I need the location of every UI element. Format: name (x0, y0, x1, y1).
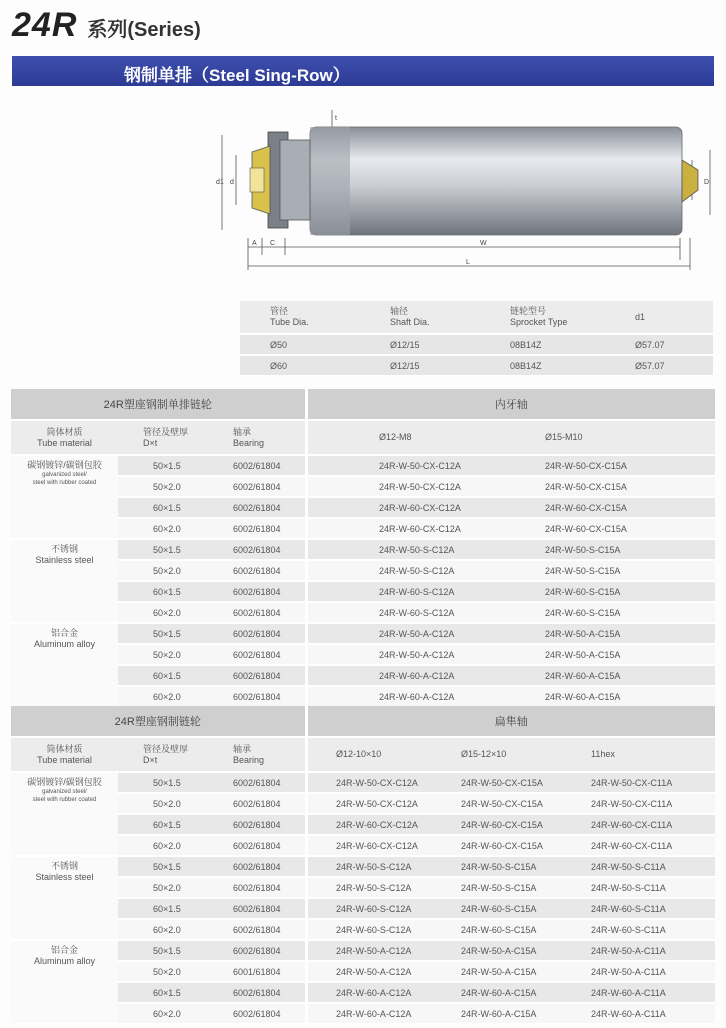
part-code-cell: 24R-W-60-S-C12A (336, 919, 461, 940)
spec-cell: Ø60 (240, 355, 360, 376)
section2-right-title: 扁隼轴 (306, 706, 715, 737)
spec-header-sprocket: 链轮型号 Sprocket Type (480, 301, 605, 334)
material-cn: 碳钢镀锌/碳钢包胶 (27, 460, 102, 470)
spacer-cell (306, 982, 336, 1003)
banner-label: 钢制单排（Steel Sing-Row） (124, 66, 350, 85)
spacer-cell (306, 581, 379, 602)
part-code-cell: 24R-W-50-CX-C15A (545, 476, 715, 497)
spec-header-d1: d1 (605, 301, 713, 334)
dxt-cell: 60×1.5 (118, 665, 203, 686)
part-code-cell: 24R-W-60-A-C11A (591, 982, 715, 1003)
part-code-cell: 24R-W-60-A-C15A (461, 1003, 591, 1024)
dxt-cell: 50×2.0 (118, 644, 203, 665)
spacer-cell (306, 856, 336, 877)
spec-cell: Ø50 (240, 334, 360, 355)
dim-d: d (230, 179, 234, 186)
spacer-cell (306, 772, 336, 793)
spacer-cell (306, 455, 379, 476)
bearing-cell: 6002/61804 (203, 602, 306, 623)
bearing-cell: 6002/61804 (203, 877, 306, 898)
bearing-cell: 6002/61804 (203, 686, 306, 707)
spacer-cell (306, 497, 379, 518)
material-cell (11, 455, 118, 539)
part-code-cell: 24R-W-60-A-C12A (336, 982, 461, 1003)
material-cell (11, 940, 118, 1024)
part-code-cell: 24R-W-60-CX-C15A (545, 497, 715, 518)
table-row (11, 623, 715, 644)
part-code-cell: 24R-W-50-S-C12A (379, 560, 545, 581)
part-code-cell: 24R-W-50-A-C12A (336, 940, 461, 961)
dxt-cell: 60×2.0 (118, 1003, 203, 1024)
part-code-cell: 24R-W-50-CX-C15A (461, 772, 591, 793)
spacer-cell (306, 539, 379, 560)
series-label: 系列(Series) (87, 19, 201, 41)
col-material: 筒体材质 Tube material (11, 420, 118, 455)
table-row (11, 772, 715, 793)
part-code-cell: 24R-W-50-CX-C12A (336, 793, 461, 814)
dim-C: C (270, 240, 276, 247)
part-code-cell: 24R-W-60-CX-C15A (461, 835, 591, 856)
roller-drawing (210, 110, 720, 275)
dim-D: D (704, 179, 710, 186)
bearing-cell: 6002/61804 (203, 982, 306, 1003)
part-code-cell: 24R-W-50-A-C15A (461, 961, 591, 982)
bearing-cell: 6002/61804 (203, 919, 306, 940)
spacer-cell (306, 686, 379, 707)
part-code-cell: 24R-W-60-A-C12A (379, 665, 545, 686)
part-code-cell: 24R-W-60-A-C15A (545, 665, 715, 686)
dxt-cell: 60×1.5 (118, 814, 203, 835)
part-code-cell: 24R-W-60-S-C15A (461, 919, 591, 940)
part-code-cell: 24R-W-50-A-C15A (545, 623, 715, 644)
part-code-cell: 24R-W-60-CX-C11A (591, 835, 715, 856)
dim-d1: d1 (216, 179, 224, 186)
dim-W: W (480, 240, 487, 247)
spacer-cell (306, 793, 336, 814)
bearing-cell: 6002/61804 (203, 814, 306, 835)
dxt-cell: 50×2.0 (118, 961, 203, 982)
spacer-cell (306, 898, 336, 919)
material-cn: 碳钢镀锌/碳钢包胶 (27, 777, 102, 787)
part-code-cell: 24R-W-60-CX-C12A (336, 814, 461, 835)
part-code-cell: 24R-W-50-S-C15A (545, 560, 715, 581)
spacer-cell (306, 961, 336, 982)
part-code-cell: 24R-W-50-CX-C11A (591, 772, 715, 793)
spacer-cell (306, 518, 379, 539)
part-code-cell: 24R-W-50-A-C11A (591, 961, 715, 982)
series-code: 24R (12, 6, 78, 44)
dxt-cell: 50×1.5 (118, 940, 203, 961)
part-code-cell: 24R-W-50-A-C15A (461, 940, 591, 961)
part-code-cell: 24R-W-60-A-C12A (379, 686, 545, 707)
spacer-cell (306, 919, 336, 940)
spec-cell: Ø57.07 (605, 334, 713, 355)
material-en: Stainless steel (35, 872, 94, 882)
dxt-cell: 60×1.5 (118, 982, 203, 1003)
part-code-cell: 24R-W-50-S-C15A (461, 877, 591, 898)
material-cell (11, 772, 118, 856)
part-code-cell: 24R-W-60-CX-C11A (591, 814, 715, 835)
material-cell (11, 856, 118, 940)
dxt-cell: 60×1.5 (118, 898, 203, 919)
part-code-cell: 24R-W-50-CX-C15A (461, 793, 591, 814)
bearing-cell: 6002/61804 (203, 497, 306, 518)
spec-cell: 08B14Z (480, 334, 605, 355)
section-internal-thread (11, 389, 715, 708)
dxt-cell: 50×1.5 (118, 856, 203, 877)
spec-row (240, 334, 713, 355)
page-title (12, 6, 201, 46)
material-en: Aluminum alloy (33, 956, 96, 966)
col-material: 筒体材质 Tube material (11, 737, 118, 772)
bearing-cell: 6002/61804 (203, 560, 306, 581)
dxt-cell: 50×1.5 (118, 623, 203, 644)
col-bearing: 轴承 Bearing (203, 420, 306, 455)
spec-cell: Ø12/15 (360, 334, 480, 355)
bearing-cell: 6002/61804 (203, 772, 306, 793)
dim-L: L (466, 259, 470, 266)
dxt-cell: 60×2.0 (118, 686, 203, 707)
part-code-cell: 24R-W-60-S-C12A (379, 581, 545, 602)
col-code-11hex: 11hex (591, 737, 715, 772)
part-code-cell: 24R-W-50-S-C15A (545, 539, 715, 560)
dxt-cell: 60×1.5 (118, 581, 203, 602)
spacer-cell (306, 1003, 336, 1024)
dim-A: A (252, 240, 257, 247)
bearing-cell: 6002/61804 (203, 623, 306, 644)
material-en: Aluminum alloy (33, 639, 96, 649)
part-code-cell: 24R-W-50-CX-C12A (336, 772, 461, 793)
spec-row (240, 355, 713, 376)
material-cn: 不锈钢 (50, 544, 78, 554)
part-code-cell: 24R-W-60-S-C12A (336, 898, 461, 919)
bearing-cell: 6002/61804 (203, 856, 306, 877)
part-code-cell: 24R-W-50-CX-C15A (545, 455, 715, 476)
section1-left-title: 24R塑座钢制单排链轮 (11, 389, 306, 420)
spacer-cell (306, 877, 336, 898)
bearing-cell: 6002/61804 (203, 1003, 306, 1024)
part-code-cell: 24R-W-50-A-C12A (336, 961, 461, 982)
bearing-cell: 6002/61804 (203, 898, 306, 919)
col-code-15: Ø15-M10 (545, 420, 715, 455)
section-banner (12, 56, 714, 86)
part-code-cell: 24R-W-50-A-C12A (379, 644, 545, 665)
col-code-12: Ø12-M8 (379, 420, 545, 455)
bearing-cell: 6002/61804 (203, 835, 306, 856)
material-en: galvanized steel/ steel with rubber coated (32, 472, 97, 486)
part-code-cell: 24R-W-50-A-C11A (591, 940, 715, 961)
material-en: Stainless steel (35, 555, 94, 565)
part-code-cell: 24R-W-50-S-C11A (591, 877, 715, 898)
part-code-cell: 24R-W-50-A-C15A (545, 644, 715, 665)
dxt-cell: 50×2.0 (118, 793, 203, 814)
section-flat-shaft (11, 706, 715, 1025)
section2-left-title: 24R塑座钢制链轮 (11, 706, 306, 737)
part-code-cell: 24R-W-60-CX-C12A (379, 497, 545, 518)
bearing-cell: 6001/61804 (203, 961, 306, 982)
spec-header-shaft: 轴径 Shaft Dia. (360, 301, 480, 334)
bearing-cell: 6002/61804 (203, 518, 306, 539)
bearing-cell: 6002/61804 (203, 940, 306, 961)
bearing-cell: 6002/61804 (203, 539, 306, 560)
material-cell (11, 623, 118, 707)
part-code-cell: 24R-W-50-S-C12A (379, 539, 545, 560)
part-code-cell: 24R-W-60-A-C11A (591, 1003, 715, 1024)
spacer-cell (306, 665, 379, 686)
section1-right-title: 内牙轴 (306, 389, 715, 420)
bearing-cell: 6002/61804 (203, 455, 306, 476)
spec-cell: Ø12/15 (360, 355, 480, 376)
col-code-15: Ø15-12×10 (461, 737, 591, 772)
table-row (11, 940, 715, 961)
dxt-cell: 50×2.0 (118, 877, 203, 898)
dxt-cell: 50×1.5 (118, 455, 203, 476)
dxt-cell: 60×2.0 (118, 518, 203, 539)
table-row (11, 539, 715, 560)
dxt-cell: 60×1.5 (118, 497, 203, 518)
table-row (11, 455, 715, 476)
dim-t: t (335, 115, 337, 122)
part-code-cell: 24R-W-60-CX-C12A (379, 518, 545, 539)
part-code-cell: 24R-W-50-CX-C12A (379, 455, 545, 476)
spec-cell: Ø57.07 (605, 355, 713, 376)
material-cell (11, 539, 118, 623)
material-en: galvanized steel/ steel with rubber coated (32, 789, 97, 803)
spacer-cell (306, 814, 336, 835)
spec-table (240, 301, 713, 377)
bearing-cell: 6002/61804 (203, 793, 306, 814)
part-code-cell: 24R-W-50-CX-C12A (379, 476, 545, 497)
dxt-cell: 60×2.0 (118, 835, 203, 856)
spacer-cell (306, 623, 379, 644)
dxt-cell: 50×2.0 (118, 476, 203, 497)
part-code-cell: 24R-W-50-S-C12A (336, 877, 461, 898)
spacer-cell (306, 560, 379, 581)
bearing-cell: 6002/61804 (203, 581, 306, 602)
part-code-cell: 24R-W-60-S-C11A (591, 898, 715, 919)
col-bearing: 轴承 Bearing (203, 737, 306, 772)
part-code-cell: 24R-W-60-A-C15A (461, 982, 591, 1003)
part-code-cell: 24R-W-60-A-C12A (336, 1003, 461, 1024)
dxt-cell: 50×2.0 (118, 560, 203, 581)
dxt-cell: 60×2.0 (118, 919, 203, 940)
bearing-cell: 6002/61804 (203, 644, 306, 665)
material-cn: 不锈钢 (50, 861, 78, 871)
spec-header-tube: 管径 Tube Dia. (240, 301, 360, 334)
material-cn: 铝合金 (50, 945, 78, 955)
part-code-cell: 24R-W-50-A-C12A (379, 623, 545, 644)
dxt-cell: 50×1.5 (118, 539, 203, 560)
material-cn: 铝合金 (50, 628, 78, 638)
spacer-cell (306, 602, 379, 623)
spacer-cell (306, 644, 379, 665)
part-code-cell: 24R-W-60-S-C15A (461, 898, 591, 919)
spacer-cell (306, 940, 336, 961)
part-code-cell: 24R-W-60-S-C15A (545, 581, 715, 602)
bearing-cell: 6002/61804 (203, 665, 306, 686)
spec-cell: 08B14Z (480, 355, 605, 376)
col-dxt: 管径及壁厚 D×t (118, 420, 203, 455)
part-code-cell: 24R-W-60-CX-C15A (461, 814, 591, 835)
part-code-cell: 24R-W-60-CX-C12A (336, 835, 461, 856)
bearing-cell: 6002/61804 (203, 476, 306, 497)
spacer-cell (306, 835, 336, 856)
part-code-cell: 24R-W-60-CX-C15A (545, 518, 715, 539)
part-code-cell: 24R-W-50-S-C11A (591, 856, 715, 877)
part-code-cell: 24R-W-50-S-C15A (461, 856, 591, 877)
part-code-cell: 24R-W-60-S-C11A (591, 919, 715, 940)
part-code-cell: 24R-W-60-S-C15A (545, 602, 715, 623)
dxt-cell: 60×2.0 (118, 602, 203, 623)
dxt-cell: 50×1.5 (118, 772, 203, 793)
table-row (11, 856, 715, 877)
col-code-12: Ø12-10×10 (336, 737, 461, 772)
part-code-cell: 24R-W-50-CX-C11A (591, 793, 715, 814)
col-dxt: 管径及壁厚 D×t (118, 737, 203, 772)
part-code-cell: 24R-W-60-A-C15A (545, 686, 715, 707)
spacer-cell (306, 476, 379, 497)
part-code-cell: 24R-W-60-S-C12A (379, 602, 545, 623)
part-code-cell: 24R-W-50-S-C12A (336, 856, 461, 877)
